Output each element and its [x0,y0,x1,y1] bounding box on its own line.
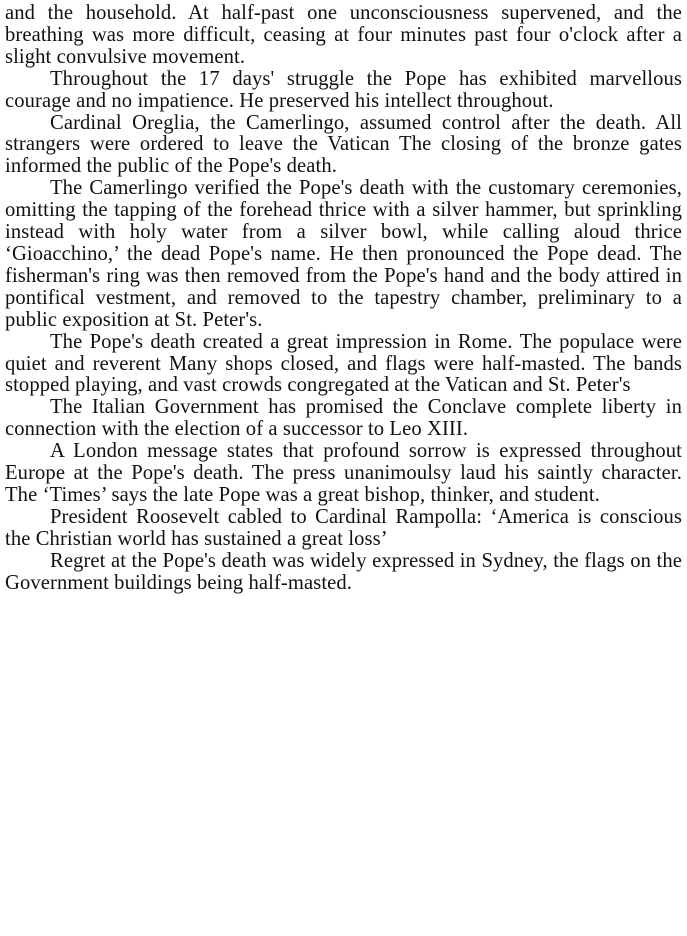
paragraph-cardinal-oreglia: Cardinal Oreglia, the Camerlingo, assumed control after the death. All strangers were ordered to leave the Vatican The closing of the bronze gates informed the public of the Pope's death. [5,111,682,178]
paragraph-sydney-regret: Regret at the Pope's death was widely expressed in Sydney, the flags on the Government buildings being half-masted. [5,549,682,594]
paragraph-camerlingo-ceremonies: The Camerlingo verified the Pope's death with the customary ceremonies, omitting the tapping of the forehead thrice with a silver hammer, but sprinkling instead with holy water from a silver bowl, while calling aloud thrice ‘Gioacchino,’ the dead Pope's name. He then pronounced the Pope dead. The fisherman's ring was then removed from the Pope's hand and the body attired in pontifical vestment, and removed to the tapestry chamber, preliminary to a public exposition at St. Peter's. [5,177,682,331]
paragraph-pope-courage: Throughout the 17 days' struggle the Pope has exhibited marvellous courage and no impatience. He preserved his intellect throughout. [5,67,682,112]
paragraph-continuation: and the household. At half-past one unconsciousness supervened, and the breathing was more difficult, ceasing at four minutes past four o'clock after a slight convulsive movement. [5,2,682,68]
paragraph-italian-government: The Italian Government has promised the Conclave complete liberty in connection with the election of a successor to Leo XIII. [5,396,682,441]
paragraph-rome-impression: The Pope's death created a great impression in Rome. The populace were quiet and reverent Many shops closed, and flags were half-masted. The bands stopped playing, and vast crowds congregated at the Vatican and St. Peter's [5,330,682,397]
paragraph-president-roosevelt: President Roosevelt cabled to Cardinal Rampolla: ‘America is conscious the Christian world has sustained a great loss’ [5,505,682,550]
paragraph-london-message: A London message states that profound sorrow is expressed throughout Europe at the Pope's death. The press unanimoulsy laud his saintly character. The ‘Times’ says the late Pope was a great bishop, thinker, and student. [5,440,682,506]
